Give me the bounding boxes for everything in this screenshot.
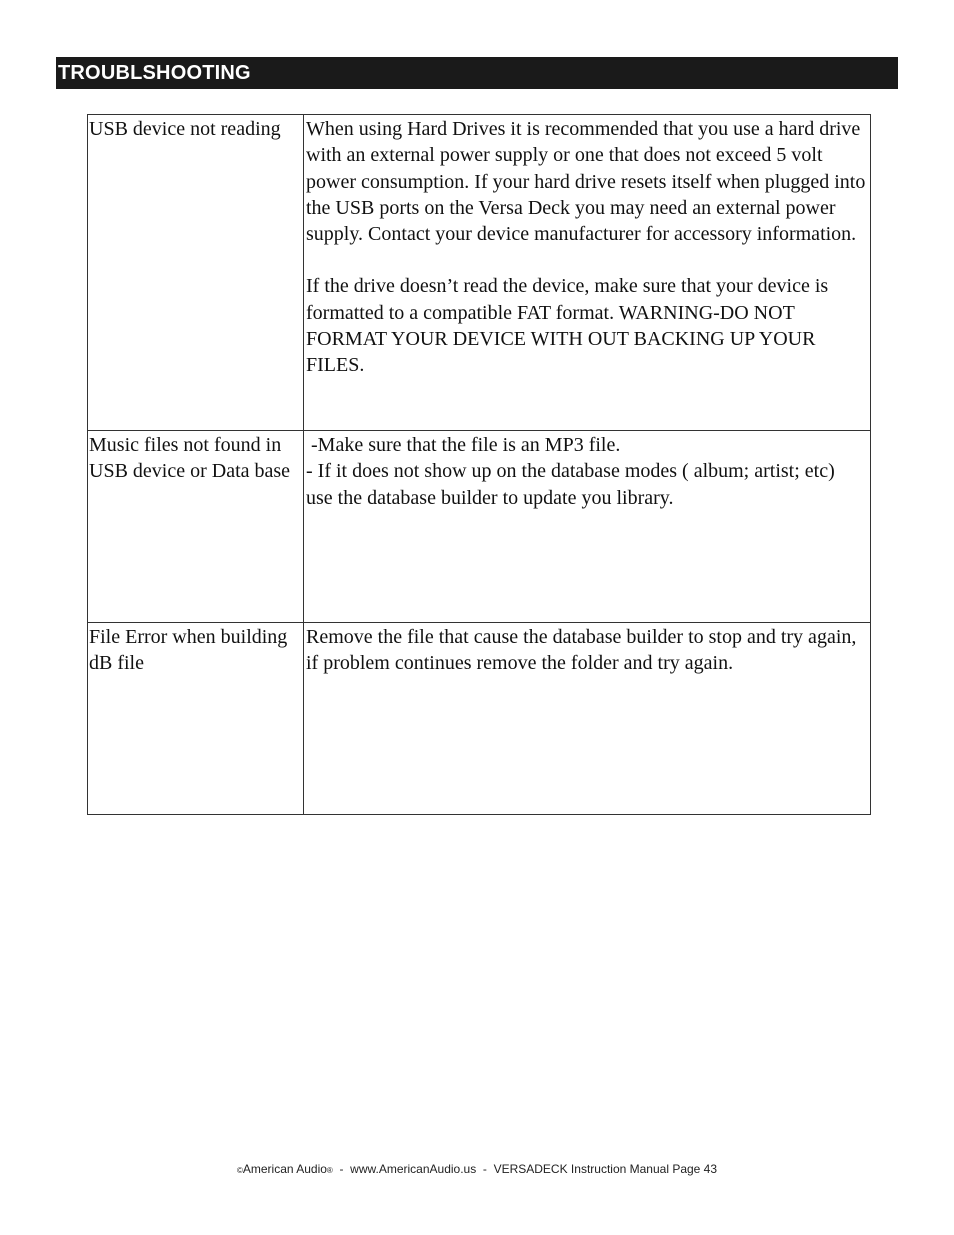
section-header [56, 57, 898, 89]
footer-brand: American Audio [242, 1162, 327, 1176]
page-footer [0, 1162, 954, 1176]
problem-cell [88, 431, 304, 623]
troubleshooting-table [87, 114, 871, 815]
section-title: TROUBLSHOOTING [58, 62, 251, 84]
solution-cell [304, 431, 871, 623]
solution-line: -Make sure that the file is an MP3 file. [306, 434, 621, 456]
copyright-symbol: © [236, 1166, 243, 1175]
footer-website: www.AmericanAudio.us [350, 1162, 477, 1176]
solution-paragraph: If the drive doesn’t read the device, make sure that your device is formatted to a compatible FAT format. WARNING-DO NOT FORMAT YOUR DEVICE WITH OUT BACKING UP YOUR FILES. [306, 275, 829, 377]
problem-cell [88, 623, 304, 815]
registered-symbol: ® [326, 1166, 333, 1175]
problem-text: Music files not found in USB device or Data base [89, 434, 291, 483]
solution-cell [304, 623, 871, 815]
problem-text: File Error when building dB file [89, 626, 288, 675]
table-row [88, 431, 871, 623]
table-row [88, 115, 871, 431]
footer-separator: - [332, 1162, 351, 1176]
solution-cell [304, 115, 871, 431]
problem-cell [88, 115, 304, 431]
problem-text: USB device not reading [89, 118, 281, 140]
solution-paragraph: When using Hard Drives it is recommended that you use a hard drive with an external power supply or one that does not exceed 5 volt power consumption. If your hard drive resets itself when plugged into the USB ports on the Versa Deck you may need an external power supply. Contact your device manufacturer for accessory information. [306, 118, 866, 246]
footer-separator: - [476, 1162, 494, 1176]
table-row [88, 623, 871, 815]
footer-manual-page: VERSADECK Instruction Manual Page 43 [493, 1162, 718, 1176]
solution-paragraph: Remove the file that cause the database builder to stop and try again, if problem continues remove the folder and try again. [306, 626, 857, 675]
solution-line: - If it does not show up on the database modes ( album; artist; etc) use the database builder to update you library. [306, 460, 835, 509]
